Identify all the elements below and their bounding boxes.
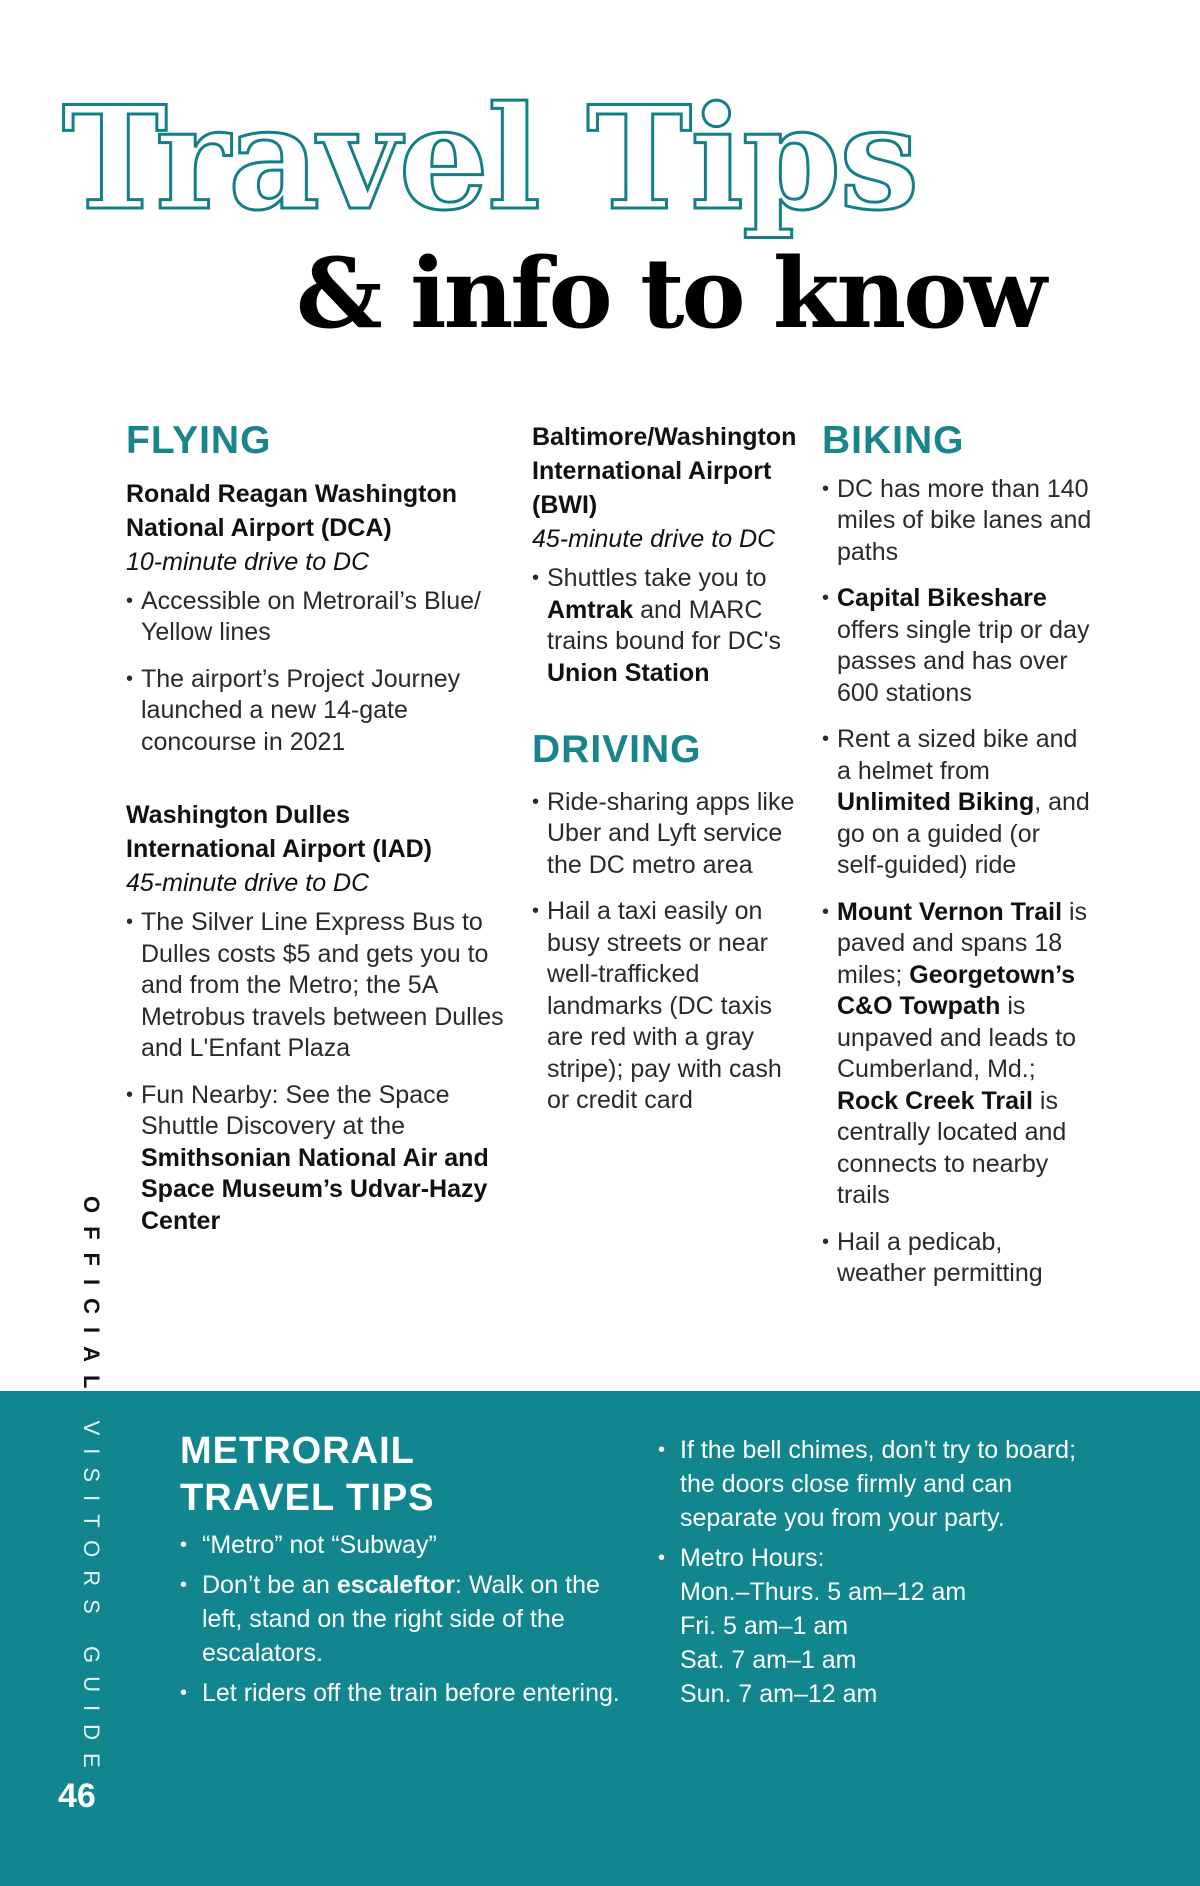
biking-column: [822, 420, 1092, 1290]
metrorail-heading: [180, 1428, 620, 1522]
metro-hours-label: • Metro Hours:: [680, 1544, 825, 1572]
metrorail-left-column: [180, 1428, 620, 1710]
flying-column: [126, 420, 506, 1237]
amtrak-label: Amtrak: [547, 595, 634, 624]
metro-hours-row: Mon.–Thurs. 5 am–12 am: [680, 1578, 967, 1606]
metrorail-right-column: [658, 1433, 1098, 1711]
dca-name: Ronald Reagan Washington National Airport (DCA): [126, 479, 458, 542]
list-item: [532, 563, 802, 689]
page-number: 46: [58, 1777, 96, 1815]
list-item-text: is paved and spans 18 miles;: [837, 897, 1088, 989]
bwi-bullet-list: [532, 563, 802, 689]
iad-section: [126, 798, 506, 1237]
page-title: Travel Tips: [62, 76, 918, 242]
co-towpath-label: Georgetown’s C&O Towpath: [837, 960, 1076, 1021]
list-item-text: Fun Nearby: See the Space Shuttle Discovery at the: [141, 1080, 450, 1141]
list-item: [126, 1080, 506, 1238]
bwi-drive-time: 45-minute drive to DC: [532, 525, 776, 553]
list-item-text: and MARC trains bound for DC's: [547, 595, 782, 655]
metrorail-heading-line2: TRAVEL TIPS: [180, 1477, 435, 1519]
driving-bullet-list: [532, 787, 802, 1117]
biking-heading: BIKING: [822, 419, 965, 462]
metro-hours-row: Sat. 7 am–1 am: [680, 1646, 857, 1674]
bwi-driving-column: [532, 420, 802, 1117]
list-item: • Accessible on Metrorail’s Blue/ Yellow lines: [126, 586, 506, 649]
side-label: [74, 1196, 108, 1781]
list-item: • DC has more than 140 miles of bike lanes and paths: [822, 474, 1092, 569]
list-item: • The Silver Line Express Bus to Dulles costs $5 and gets you to and from the Metro; the 5A Metrobus travels between Dulles and L'Enfant Plaza: [126, 907, 506, 1065]
iad-drive-time: 45-minute drive to DC: [126, 869, 370, 898]
list-item-text: Don’t be an: [202, 1571, 330, 1599]
iad-name: Washington Dulles International Airport (IAD): [126, 801, 433, 864]
list-item: • If the bell chimes, don’t try to board; the doors close firmly and can separate you from your party.: [658, 1433, 1098, 1535]
list-item: [180, 1568, 620, 1670]
side-label-official: OFFICIAL: [79, 1196, 104, 1402]
list-item: • Hail a taxi easily on busy streets or near well-trafficked landmarks (DC taxis are red with a gray stripe); pay with cash or credit card: [532, 896, 802, 1117]
dca-bullet-list: [126, 586, 506, 759]
metrorail-tips-list-2: [658, 1433, 1098, 1711]
dca-section: [126, 477, 506, 759]
list-item: • Hail a pedicab, weather permitting: [822, 1227, 1092, 1290]
dca-drive-time: 10-minute drive to DC: [126, 547, 370, 576]
list-item-text: : Walk on the left, stand on the right side of the escalators.: [202, 1571, 600, 1667]
list-item-text: is unpaved and leads to Cumberland, Md.;: [837, 992, 1077, 1084]
bwi-section: [532, 420, 802, 689]
metro-hours-row: Fri. 5 am–1 am: [680, 1612, 849, 1640]
list-item-text: , and go on a guided (or self-guided) ride: [837, 788, 1090, 880]
list-item: [822, 724, 1092, 882]
list-item: • Let riders off the train before entering.: [180, 1676, 620, 1710]
list-item-text: offers single trip or day passes and has over 600 stations: [837, 615, 1090, 707]
mount-vernon-trail-label: Mount Vernon Trail: [837, 897, 1063, 926]
list-item: • Ride-sharing apps like Uber and Lyft service the DC metro area: [532, 787, 802, 882]
list-item: • The airport’s Project Journey launched a new 14-gate concourse in 2021: [126, 664, 506, 759]
list-item: • “Metro” not “Subway”: [180, 1528, 620, 1562]
list-item-text: is centrally located and connects to nearby trails: [837, 1086, 1067, 1210]
driving-heading: DRIVING: [532, 728, 702, 771]
unlimited-biking-label: Unlimited Biking: [837, 788, 1035, 817]
list-item: [822, 583, 1092, 709]
metro-hours-row: Sun. 7 am–12 am: [680, 1680, 878, 1708]
list-item-text: Shuttles take you to: [547, 564, 767, 592]
rock-creek-trail-label: Rock Creek Trail: [837, 1086, 1033, 1115]
capital-bikeshare-label: Capital Bikeshare: [837, 584, 1047, 613]
iad-bullet-list: [126, 907, 506, 1237]
flying-heading: FLYING: [126, 419, 272, 462]
list-item-text: Rent a sized bike and a helmet from: [837, 725, 1078, 785]
bwi-name: Baltimore/Washington International Airport (BWI): [532, 423, 797, 519]
list-item: [822, 897, 1092, 1212]
union-station-label: Union Station: [547, 658, 710, 687]
side-label-visitors-guide: VISITORS GUIDE: [79, 1420, 104, 1781]
escaleftor-term: escaleftor: [336, 1571, 455, 1599]
driving-section: [532, 729, 802, 1117]
smithsonian-museum-name: Smithsonian National Air and Space Museum’s Udvar-Hazy Center: [141, 1143, 489, 1235]
list-item: [658, 1541, 1098, 1711]
biking-bullet-list: [822, 474, 1092, 1290]
metrorail-heading-line1: METRORAIL: [180, 1430, 415, 1472]
metrorail-tips-list: [180, 1528, 620, 1710]
page-subtitle: & info to know: [296, 237, 1044, 350]
